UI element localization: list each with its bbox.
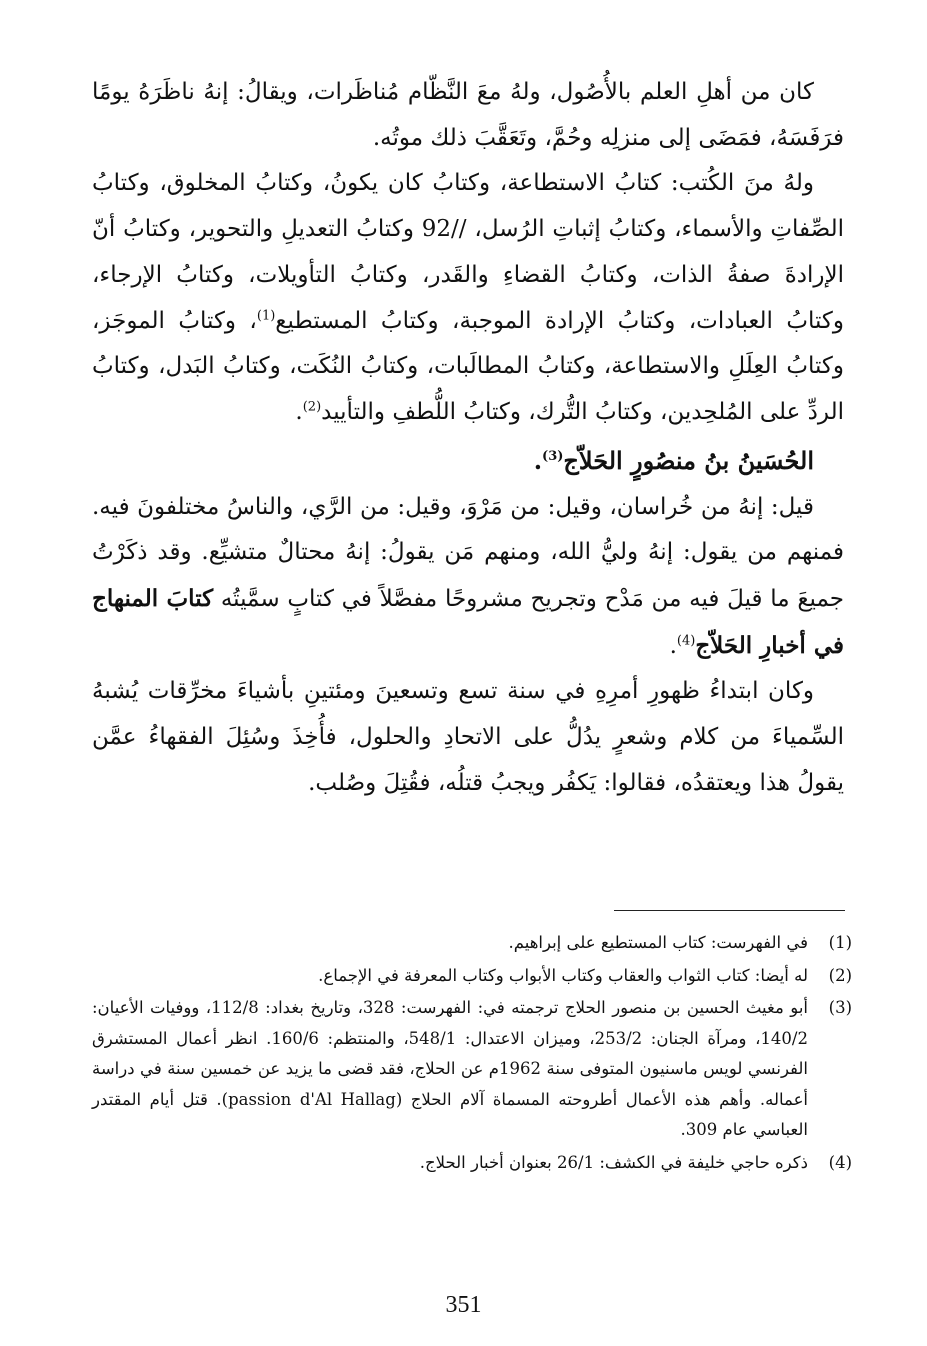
paragraph-4	[92, 669, 844, 806]
footnote-ref-2[interactable]: (2)	[302, 399, 322, 415]
footnote-number: (3)	[828, 998, 852, 1017]
footnote-text: أبو مغيث الحسين بن منصور الحلاج ترجمته في: الفهرست: 328، وتاريخ بغداد: 112/8، ووفيات الأعيان: 140/2، ومرآة الجنان: 253/2، وميزان الاعتدال: 548/1، والمنتظم: 160/6. انظر أعمال المستشرق الفرنسي لويس ماسنيون المتوفى سنة 1962م عن الحلاج، فقد قضى ما يزيد عن خمسين سنة في دراسة أعماله. وأهم هذه الأعمال أطروحته المسماة آلام الحلاج (passion d'Al Hallag). قتل أيام المقتدر العباسي عام 309.	[92, 998, 809, 1139]
footnote-number: (4)	[828, 1152, 852, 1172]
footnotes-section	[92, 928, 852, 1180]
heading-end: .	[533, 445, 543, 475]
paragraph-2-text-c: ، وكتابُ الموجَز، وكتابُ العِلَلِ والاستطاعة، وكتابُ المطالَبات، وكتابُ النُكَت، وكتابُ البَدل، وكتابُ الردِّ على المُلحِدين، وكتابُ التُّرك، وكتابُ اللُّطفِ والتأييد	[92, 307, 844, 425]
paragraph-2-text-d: .	[295, 398, 303, 425]
footnote-text: في الفهرست: كتاب المستطيع على إبراهيم.	[508, 933, 808, 952]
footnote-item	[92, 961, 852, 992]
footnote-ref-1[interactable]: (1)	[256, 307, 276, 323]
paragraph-2	[92, 161, 844, 435]
paragraph-4-text: وكان ابتداءُ ظهورِ أمرِهِ في سنة تسع وتسعينَ ومئتينِ بأشياءَ مخرِّقات يُشبهُ السِّمياءَ من كلام وشعرٍ يدُلُّ على الاتحادِ والحلول، فأُخِذَ وسُئِلَ الفقهاءُ عمَّن يقولُ هذا ويعتقدُه، فقالوا: يَكفُر ويجبُ قتلُه، فقُتِلَ وصُلب.	[92, 678, 844, 796]
footnote-ref-4[interactable]: (4)	[676, 633, 696, 649]
footnote-number: (2)	[828, 965, 852, 985]
paragraph-1	[92, 70, 844, 161]
footnote-item	[92, 993, 852, 1146]
paragraph-1-text: كان من أهلِ العلم بالأُصُول، ولهُ معَ النَّظّام مُناظَرات، ويقالُ: إنهُ ناظَرَهُ يومًا فرَفَسَهُ، فمَضَى إلى منزلِه وحُمَّ، وتَعَقَّبَ ذلك موتُه.	[92, 79, 844, 151]
book-title-inline: كتابَ المنهاج في أخبارِ الحَلاّج	[92, 585, 844, 659]
paragraph-2-text-a: ولهُ منَ الكُتب: كتابُ الاستطاعة، وكتابُ كان يكونُ، وكتابُ المخلوق، وكتابُ الصِّفاتِ والأسماء، وكتابُ إثباتِ الرُسل،	[92, 170, 845, 243]
footnote-text: له أيضا: كتاب الثواب والعقاب وكتاب الأبواب وكتاب المعرفة في الإجماع.	[318, 965, 808, 985]
footnote-ref-3[interactable]: (3)	[542, 448, 564, 464]
page-number: 351	[445, 1292, 482, 1318]
paragraph-3	[92, 485, 844, 670]
footnote-item	[92, 928, 852, 959]
footnote-item	[92, 1148, 852, 1179]
footnote-divider	[614, 910, 845, 911]
heading-text: الحُسَينُ بنُ منصُورٍ الحَلاّج	[563, 445, 814, 475]
footnote-number: (1)	[828, 933, 852, 952]
paragraph-3-text: قيل: إنهُ من خُراسان، وقيل: من مَرْوَ، وقيل: من الرَّي، والناسُ مختلفونَ فيه. فمنهم من يقول: إنهُ وليُّ الله، ومنهم مَن يقولُ: إنهُ محتالٌ متشيِّع. وقد ذكَرْتُ جميعَ ما قيلَ فيه من مَدْح وتجريح مشروحًا مفصَّلاً في كتابٍ سمَّيتُه	[92, 493, 845, 613]
main-text	[92, 70, 844, 807]
manuscript-page-marker: 92//	[421, 216, 467, 243]
section-heading	[92, 436, 844, 485]
paragraph-3-end: .	[669, 632, 677, 659]
footnote-text: ذكره حاجي خليفة في الكشف: 26/1 بعنوان أخبار الحلاج.	[419, 1152, 808, 1172]
paragraph-2-text-b: وكتابُ التعديلِ والتحوير، وكتابُ أنّ الإرادةَ صفةُ الذات، وكتابُ القضاءِ والقَدر، وكتابُ التأويلات، وكتابُ الإرجاء، وكتابُ العبادات، وكتابُ الإرادة الموجبة، وكتابُ المستطيع	[92, 216, 844, 334]
